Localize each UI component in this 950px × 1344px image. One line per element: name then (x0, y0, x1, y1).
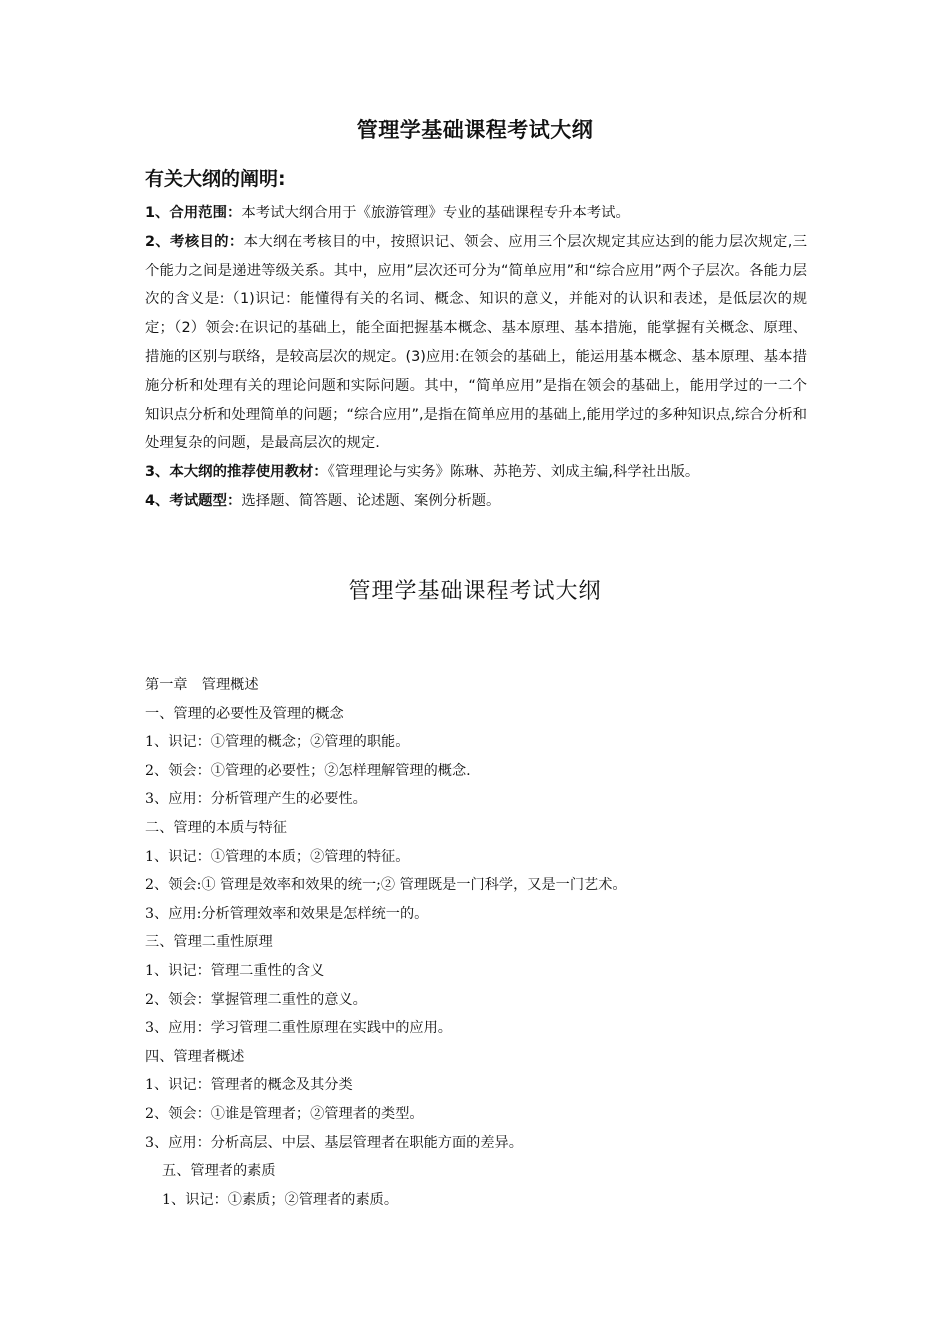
paragraph-text: 本考试大纲合用于《旅游管理》专业的基础课程专升本考试。 (241, 205, 630, 221)
outline-list (145, 671, 807, 1214)
paragraph-textbook (145, 458, 807, 487)
outline-line: 1、识记：①管理的概念；②管理的职能。 (145, 734, 410, 751)
outline-line: 四、管理者概述 (145, 1048, 245, 1065)
outline-line: 2、领会：掌握管理二重性的意义。 (145, 991, 367, 1008)
paragraph-text: 本大纲在考核目的中，按照识记、领会、应用三个层次规定其应达到的能力层次规定,三个能力之间是递进等级关系。其中，应用”层次还可分为“简单应用”和“综合应用”两个子层次。各能力层次的含义是:（1)识记：能懂得有关的名词、概念、知识的意义，并能对的认识和表述，是低层次的规定；（2）领会:在识记的基础上，能全面把握基本概念、基本原理、基本措施，能掌握有关概念、原理、措施的区别与联络，是较高层次的规定。(3)应用:在领会的基础上，能运用基本概念、基本原理、基本措施分析和处理有关的理论问题和实际问题。其中，“简单应用”是指在领会的基础上，能用学过的一二个知识点分析和处理简单的问题；“综合应用”,是指在简单应用的基础上,能用学过的多种知识点,综合分析和处理复杂的问题，是最高层次的规定. (145, 233, 808, 452)
outline-line: 3、应用：学习管理二重性原理在实践中的应用。 (145, 1020, 452, 1037)
intro-heading: 有关大纲的阐明: (145, 168, 286, 190)
paragraph-objectives (145, 228, 807, 458)
outline-line: 1、识记：①管理的本质；②管理的特征。 (145, 848, 410, 865)
outline-line: 三、管理二重性原理 (145, 934, 273, 951)
outline-line: 第一章 管理概述 (145, 677, 259, 693)
document-title: 管理学基础课程考试大纲 (356, 118, 594, 142)
outline-line: 3、应用:分析管理效率和效果是怎样统一的。 (145, 905, 429, 922)
outline-title: 管理学基础课程考试大纲 (348, 579, 602, 604)
paragraph-text: 选择题、简答题、论述题、案例分析题。 (241, 492, 501, 509)
paragraph-label: 2、考核目的： (145, 233, 244, 250)
outline-line: 1、识记：管理者的概念及其分类 (145, 1077, 353, 1094)
outline-line: 1、识记：①素质；②管理者的素质。 (162, 1191, 399, 1208)
paragraph-text: 《管理理论与实务》陈琳、苏艳芳、刘成主编,科学社出版。 (327, 464, 700, 481)
outline-line: 2、领会：①谁是管理者；②管理者的类型。 (145, 1105, 424, 1122)
outline-line: 3、应用：分析高层、中层、基层管理者在职能方面的差异。 (145, 1134, 523, 1151)
outline-line: 五、管理者的素质 (162, 1163, 276, 1180)
paragraph-label: 4、考试题型： (145, 492, 242, 509)
paragraph-scope (145, 199, 807, 228)
outline-line: 2、领会：①管理的必要性；②怎样理解管理的概念. (145, 762, 471, 779)
outline-line: 一、管理的必要性及管理的概念 (145, 705, 344, 722)
paragraph-label: 1、合用范围： (145, 205, 242, 221)
intro-paragraphs (145, 199, 807, 516)
outline-line: 1、识记：管理二重性的含义 (145, 962, 325, 979)
outline-line: 二、管理的本质与特征 (145, 819, 287, 836)
paragraph-label: 3、本大纲的推荐使用教材： (145, 464, 328, 481)
paragraph-question-types (145, 487, 807, 516)
outline-line: 2、领会:① 管理是效率和效果的统一;② 管理既是一门科学，又是一门艺术。 (145, 877, 627, 894)
outline-line: 3、应用：分析管理产生的必要性。 (145, 791, 367, 808)
